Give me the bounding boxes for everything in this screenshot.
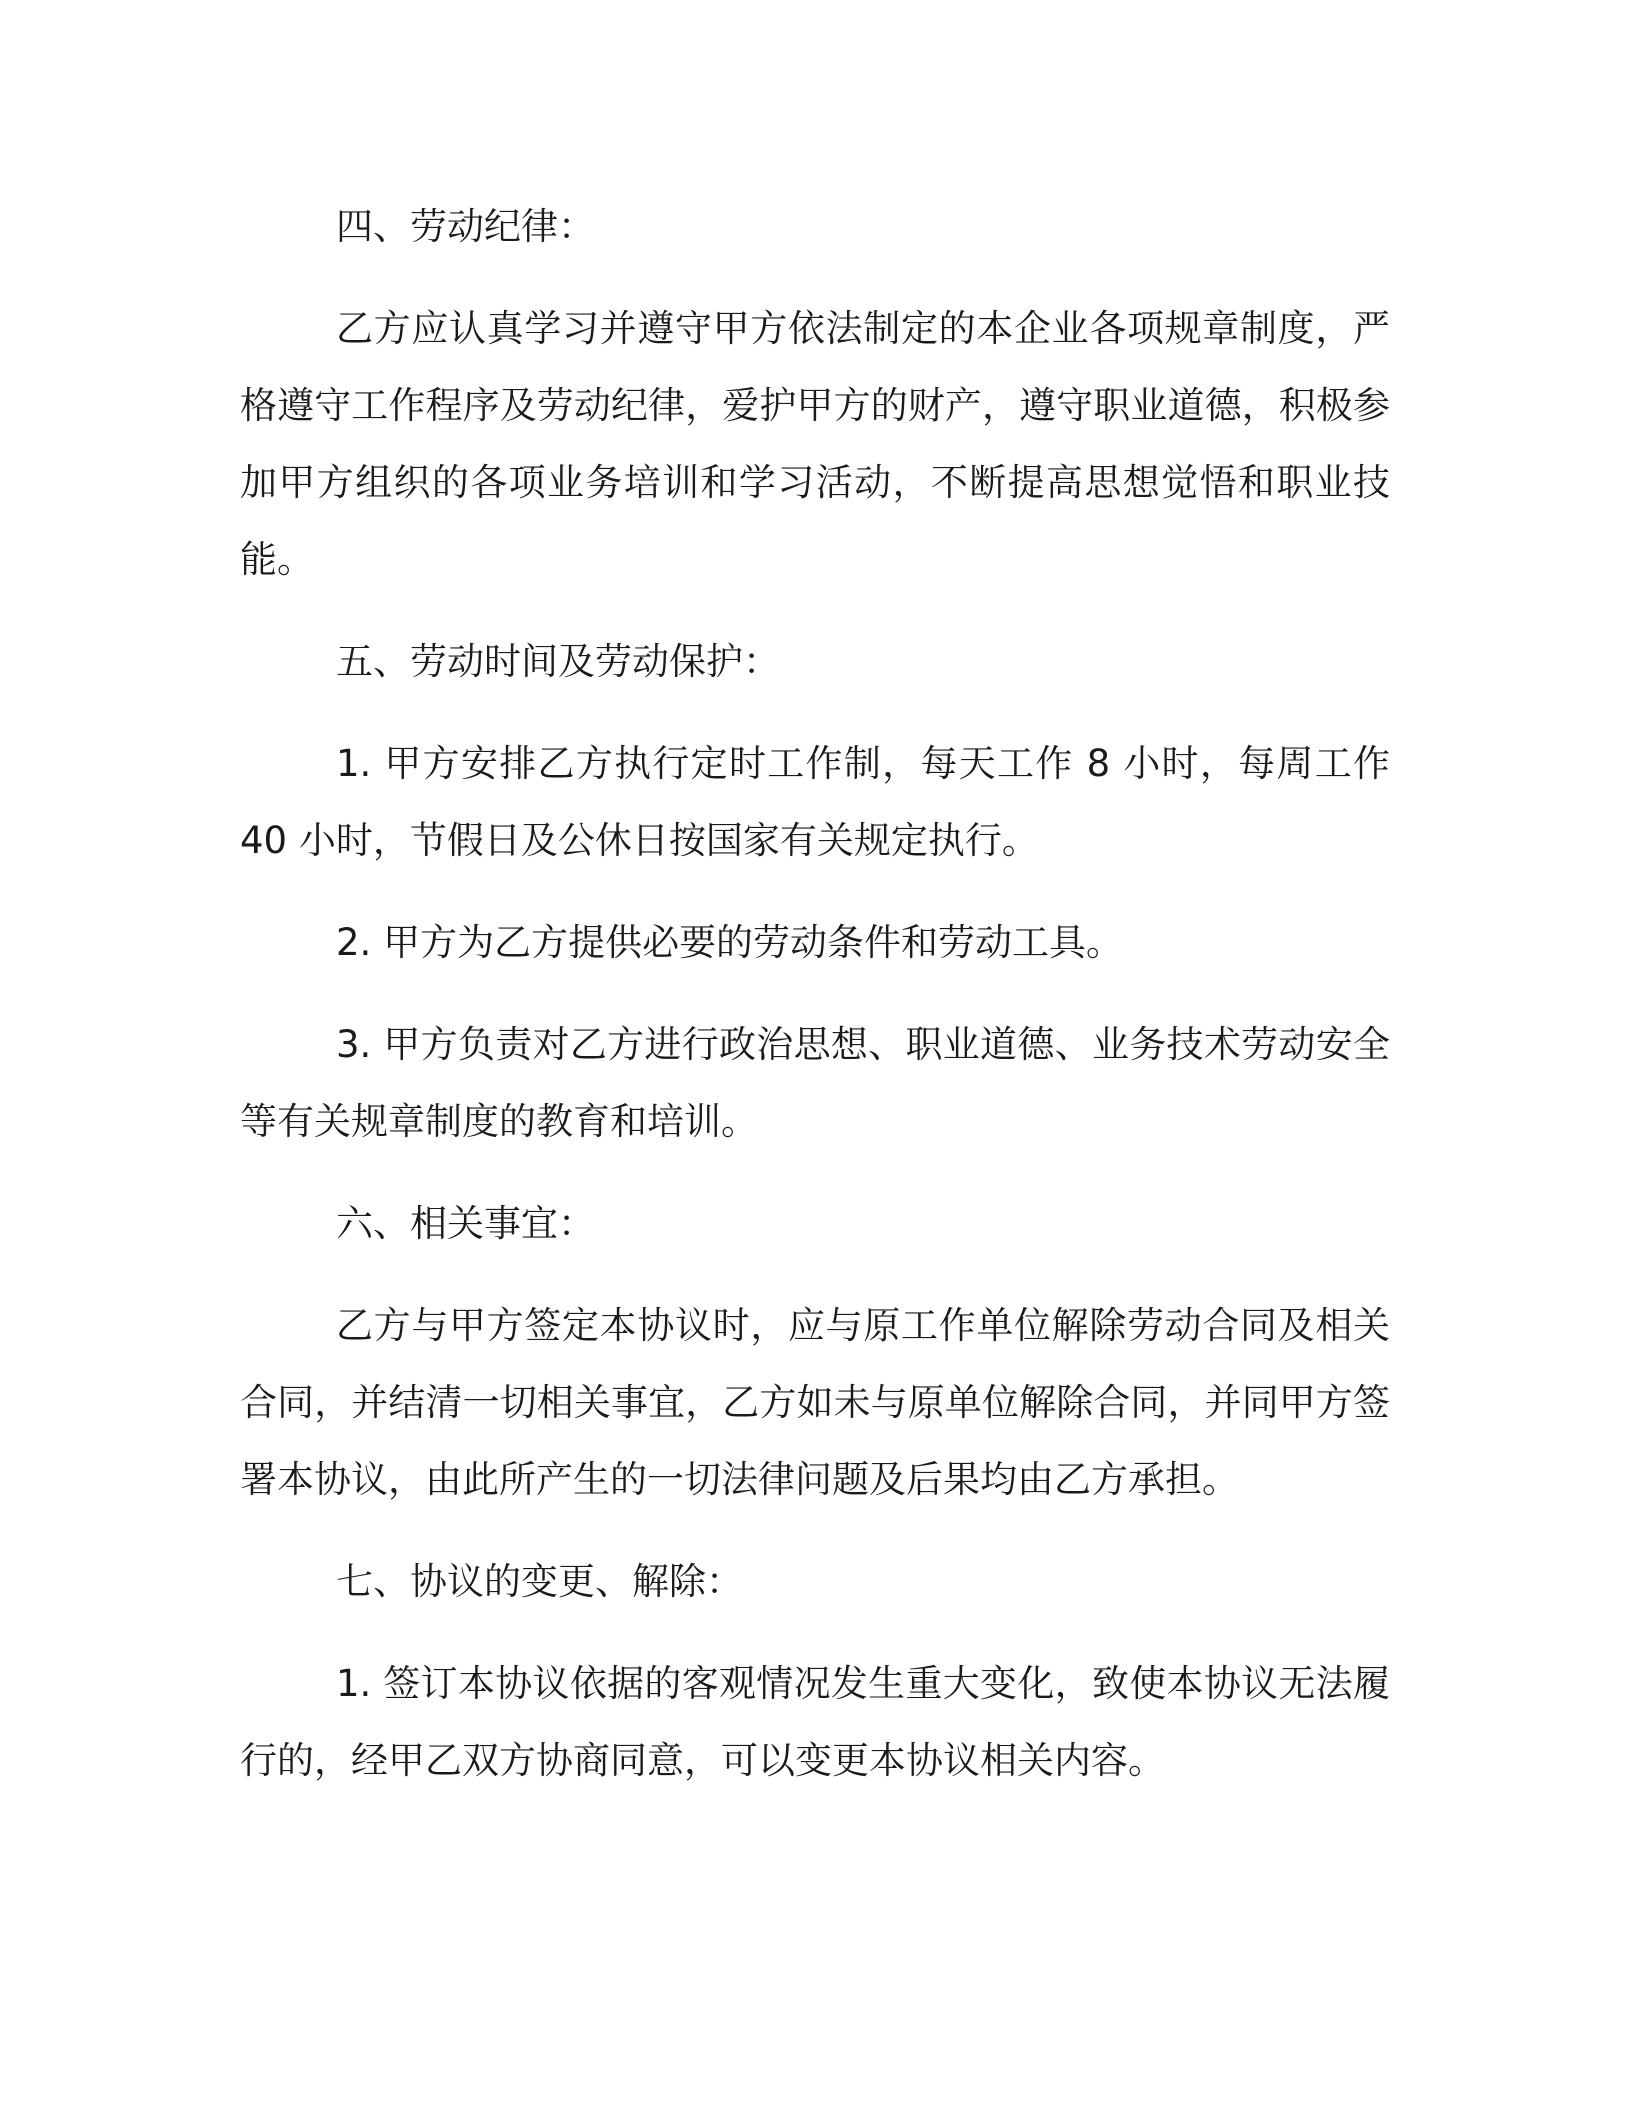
section-heading-labor-discipline: 四、劳动纪律： [336,205,595,248]
section-heading-working-hours: 五、劳动时间及劳动保护： [336,640,780,683]
paragraph-working-hours-item-3: 3. 甲方负责对乙方进行政治思想、职业道德、业务技术劳动安全等有关规章制度的教育和培训。 [240,1023,1390,1143]
section-heading-related-matters: 六、相关事宜： [336,1202,595,1245]
paragraph-labor-discipline: 乙方应认真学习并遵守甲方依法制定的本企业各项规章制度，严格遵守工作程序及劳动纪律，爱护甲方的财产，遵守职业道德，积极参加甲方组织的各项业务培训和学习活动，不断提高思想觉悟和职业技能。 [240,307,1390,581]
paragraph-change-termination-item-1: 1. 签订本协议依据的客观情况发生重大变化，致使本协议无法履行的，经甲乙双方协商同意，可以变更本协议相关内容。 [240,1662,1390,1782]
paragraph-working-hours-item-1: 1. 甲方安排乙方执行定时工作制，每天工作 8 小时，每周工作 40 小时，节假日及公休日按国家有关规定执行。 [240,742,1390,862]
paragraph-related-matters: 乙方与甲方签定本协议时，应与原工作单位解除劳动合同及相关合同，并结清一切相关事宜，乙方如未与原单位解除合同，并同甲方签署本协议，由此所产生的一切法律问题及后果均由乙方承担。 [240,1304,1390,1501]
section-heading-change-termination: 七、协议的变更、解除： [336,1560,743,1603]
document-body [240,188,1390,1824]
paragraph-working-hours-item-2: 2. 甲方为乙方提供必要的劳动条件和劳动工具。 [336,921,1124,964]
